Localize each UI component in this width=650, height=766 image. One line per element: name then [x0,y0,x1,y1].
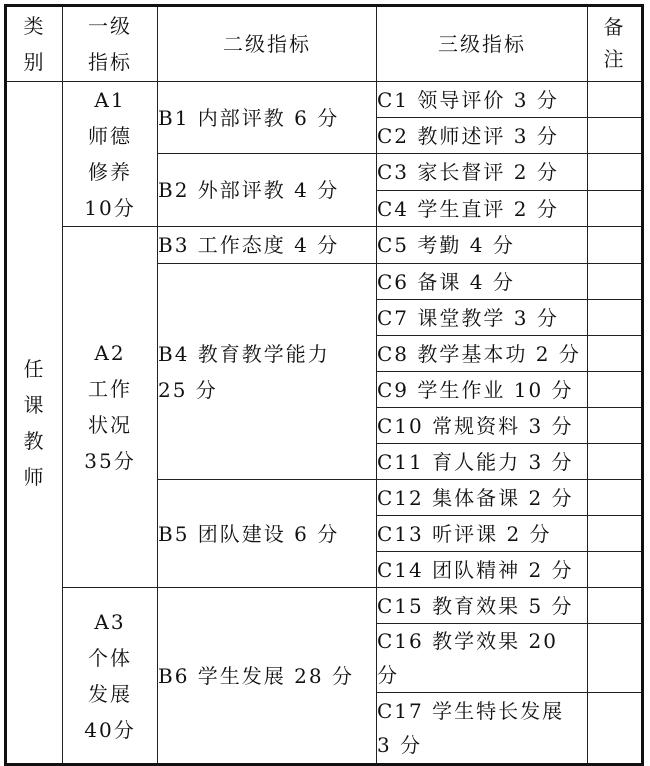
note-cell [588,444,643,480]
level3-c9: C9 学生作业 10 分 [377,372,588,408]
header-level2: 二级指标 [158,6,377,82]
note-cell [588,82,643,118]
note-cell [588,480,643,516]
table-row [6,82,643,118]
header-row [6,6,643,82]
header-category: 类别 [6,6,63,82]
note-cell [588,624,643,693]
level2-b2: B2 外部评教 4 分 [158,154,377,227]
evaluation-index-table [4,4,644,766]
level3-c12: C12 集体备课 2 分 [377,480,588,516]
level3-c17: C17 学生特长发展 3 分 [377,693,588,765]
note-cell [588,227,643,264]
note-cell [588,552,643,588]
level1-a3: A3 个体发展 40分 [63,588,158,765]
category-cell: 任课教师 [6,82,63,765]
level3-c1: C1 领导评价 3 分 [377,82,588,118]
level3-c4: C4 学生直评 2 分 [377,191,588,227]
level3-c16: C16 教学效果 20 分 [377,624,588,693]
level3-c10: C10 常规资料 3 分 [377,408,588,444]
header-note: 备注 [588,6,643,82]
level3-c15: C15 教育效果 5 分 [377,588,588,624]
level3-c13: C13 听评课 2 分 [377,516,588,552]
note-cell [588,154,643,191]
header-level1: 一级指标 [63,6,158,82]
header-level3: 三级指标 [377,6,588,82]
level2-b3: B3 工作态度 4 分 [158,227,377,264]
level2-b1: B1 内部评教 6 分 [158,82,377,154]
note-cell [588,693,643,765]
table-row [6,588,643,624]
note-cell [588,516,643,552]
level3-c5: C5 考勤 4 分 [377,227,588,264]
note-cell [588,118,643,154]
level2-b4: B4 教育教学能力 25 分 [158,264,377,480]
note-cell [588,191,643,227]
level3-c6: C6 备课 4 分 [377,264,588,300]
note-cell [588,588,643,624]
note-cell [588,372,643,408]
level3-c14: C14 团队精神 2 分 [377,552,588,588]
table-row [6,227,643,264]
level1-a1: A1 师德修养 10分 [63,82,158,227]
level3-c3: C3 家长督评 2 分 [377,154,588,191]
level2-b5: B5 团队建设 6 分 [158,480,377,588]
note-cell [588,300,643,336]
level3-c7: C7 课堂教学 3 分 [377,300,588,336]
note-cell [588,336,643,372]
level3-c11: C11 育人能力 3 分 [377,444,588,480]
level3-c2: C2 教师述评 3 分 [377,118,588,154]
level3-c8: C8 教学基本功 2 分 [377,336,588,372]
level1-a2: A2 工作状况 35分 [63,227,158,588]
level2-b6: B6 学生发展 28 分 [158,588,377,765]
note-cell [588,264,643,300]
note-cell [588,408,643,444]
